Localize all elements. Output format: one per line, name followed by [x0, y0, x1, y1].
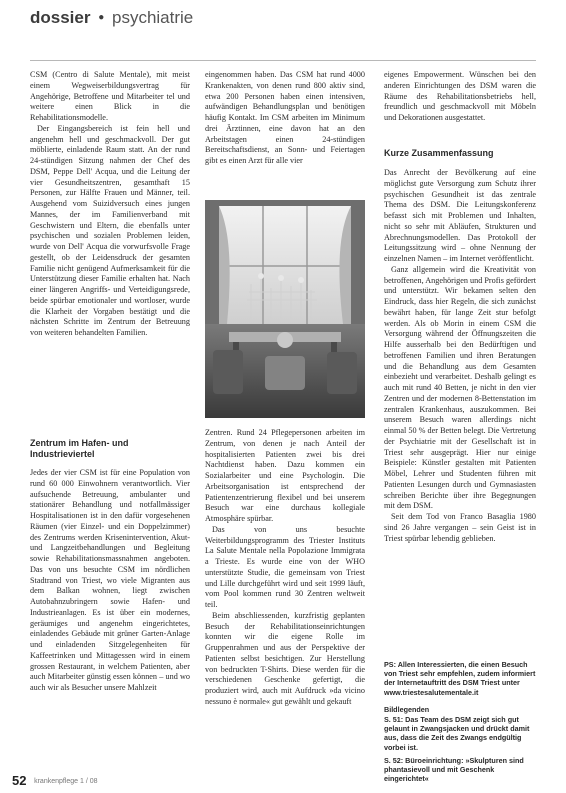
- subheading-zentrum: Zentrum im Hafen- und Industrieviertel: [30, 438, 129, 459]
- paragraph: Das von uns besuchte Weiterbildungsprogramm des Triester Instituts La Salute Mentale nella Popolazione Immigrata a Trieste. Es wurde eine von der WHO unterstützte Studie, die gemeinsam von Triest und Lille durchgeführt wird und seit 1999 läuft, vom Pool kommen rund 30 Zentren weltweit teil.: [205, 524, 365, 609]
- photo-image: [205, 200, 365, 418]
- column-3-summary: [384, 148, 536, 544]
- column-3-top: [384, 70, 536, 124]
- header-topic: psychiatrie: [112, 8, 194, 27]
- paragraph: Zentren. Rund 24 Pflegepersonen arbeiten im Zentrum, von denen je nach Anteil der hospitalisierten Patienten zwei bis drei Nachtdienst haben. Dazu kommen ein Sozialarbeiter und eine Psychologin. Die Arbeitsorganisation ist entsprechend der Patientenzentrierung flexibel und bei unserem Besuch war eine durchaus kollegiale Atmosphäre spürbar.: [205, 428, 365, 523]
- caption-item: S. 52: Büroeinrichtung: »Skulpturen sind phantasievoll und mit Geschenk eingerichtet«: [384, 755, 524, 784]
- info-box: [384, 660, 536, 787]
- column-1: [30, 70, 190, 339]
- page-number: 52: [12, 773, 27, 788]
- caption-item: S. 51: Das Team des DSM zeigt sich gut gelaunt in Zwangsjacken und drückt damit aus, dass die Zeit des Zwangs endgültig vorbei ist.: [384, 715, 530, 752]
- paragraph: CSM (Centro di Salute Mentale), mit meist einem Wegweiserbildungsvertrag für Angehörige, Betroffene und Mitarbeiter tel und weitere einen Blick in die Rehabilitationsmodelle.: [30, 70, 190, 122]
- column-2-top: [205, 70, 365, 167]
- paragraph: Beim abschliessenden, kurzfristig geplanten Besuch der Rehabilitationseinrichtungen konnten wir die eigene Rolle im Gruppenrahmen und aus der Perspektive der Patienten selbst besichtigen. Zur Herstellung von bedruckten T-Shirts. Diese werden für die verschiedenen Geschenke gefertigt, die produziert wird, auch mit Aufdruck »da vicino nessuno è normale« gut gewählt und gekauft: [205, 610, 365, 706]
- paragraph: Seit dem Tod von Franco Basaglia 1980 sind 26 Jahre vergangen – sein Geist ist in Triest spürbar lebendig geblieben.: [384, 512, 536, 543]
- page-footer: [12, 773, 98, 788]
- paragraph: eigenes Empowerment. Wünschen bei den anderen Einrichtungen des DSM waren die Räume des Rehabilitationsbetriebs hell, freundlich und geschmackvoll mit Möbeln und Dekorationen ausgestattet.: [384, 70, 536, 122]
- paragraph: eingenommen haben. Das CSM hat rund 4000 Krankenakten, von denen rund 800 aktiv sind, etwa 200 Personen haben einen intensiven, aufwändigen Behandlungsplan und benötigen häufig Kontakt. Im CSM arbeiten im Minimum drei Ärztinnen, eine davon hat an den Arbeitstagen einen 24-stündigen Bereitschaftsdienst, an Sonn- und Feiertagen gibt es einen Arzt für alle vier: [205, 70, 365, 165]
- bullet-icon: ●: [98, 12, 105, 23]
- ps-note: PS: Allen Interessierten, die einen Besuch von Triest sehr empfehlen, zudem informiert der Internetauftritt des DSM Triest unter www.triestesalutementale.it: [384, 660, 536, 697]
- section-header: [30, 8, 193, 36]
- paragraph: Das Anrecht der Bevölkerung auf eine möglichst gute Versorgung zum Schutz ihrer psychischen Gesundheit ist das zentrale Thema des DSM. Die Leitungskonferenz befasst sich mit Problemen und Inhalten, nicht so sehr mit Abläufen, Strukturen und Abrechnungsmodellen. Das Protokoll der Leitungssitzung wird – ohne Nennung der einzelnen Namen – im Internet veröffentlicht.: [384, 168, 536, 263]
- header-rule: [30, 60, 536, 61]
- caption-heading: Bildlegenden: [384, 704, 430, 714]
- column-1-lower: [30, 468, 190, 694]
- summary-heading: Kurze Zusammenfassung: [384, 148, 494, 158]
- photo-office-interior: [205, 200, 365, 418]
- footer-source: krankenpflege 1 / 08: [34, 778, 98, 785]
- header-section: dossier: [30, 8, 91, 27]
- paragraph: Der Eingangsbereich ist fein hell und angenehm hell und geschmackvoll. Der gut möblierte, einladende Raum statt. An der rund 24-stündigen Sitzung nahmen der Chef des DSM, Peppe Dell' Acqua, und die Leitung der vier Gesundheitszentren, gesamthaft 15 Personen, zur Hälfte Frauen und Männer, teil. Ausgehend vom Suizidversuch eines jungen Mannes, der im Familienverband mit Geschwistern und Eltern, die ebenfalls unter psychischen und sozialen Problemen leiden, wurde von Dell' Acqua die vorwurfsvolle Frage gestellt, ob der Leidensdruck der gesamten Familie nicht genügend Aufmerksamkeit für die Unterstützung dieser Familie erhalten hat. Nach einer längeren Angriffs- und Verteidigungsrede, beide spürbar emotionaler und wortloser, wurde die Klarheit der Vorgaben bestätigt und die nächsten Schritte im Zentrum der Betreuung von weiteren behandelten Familien.: [30, 123, 190, 337]
- paragraph: Ganz allgemein wird die Kreativität von betroffenen, Angehörigen und Profis gefördert und unterstützt. Wir bekamen selten den Eindruck, dass hier Regeln, die sich zunächst bewährt haben, für lange Zeit stur befolgt werden. Als ob Morin in einem CSM die Versorgung während der Öffnungszeiten die Hilfe ausserhalb bei den Bedürftigen und betroffenen Familien und ihren Beratungen und die Behandlung aus dem Gesamten einbezieht und verarbeitet. Deshalb gelingt es auch mit rund 40 Betten, je nicht in den vier Zentren und der modernen 8-Bettenstation im zentralen Krankenhaus, auszukommen. Bei unserem Besuch waren allerdings nicht einmal 50 % der Betten belegt. Die Vertretung der Psychiatrie mit der Gesellschaft ist in Triest sehr ausgeprägt. Hier nur einige Beispiele: Künstler gestalten mit Patienten Möbel, Lehrer und Studenten führen mit Patienten Lesungen durch und Gymnasiasten schreiben Berichte über ihre Begegnungen mit dem DSM.: [384, 264, 536, 511]
- column-2-lower: [205, 428, 365, 708]
- paragraph: Jedes der vier CSM ist für eine Population von rund 60 000 Einwohnern verantwortlich. Vier aufsuchende Betreuung, ambulanter und stationärer Behandlung und notfallmässiger Hospitalisationen ist in den dafür vorgesehenen Räumen (vier Einzel- und ein Doppelzimmer) des Zentrums werden Krisenintervention, Akut- und Langzeitbehandlungen und Begleitung sowie Rehabilitationsmassnahmen angeboten. Das von uns besuchte CSM im nördlichen Stadtrand von Triest, wo viele Migranten aus dem Balkan wohnen, liegt zwischen Autobahnzubringern sowie Hafen- und Industrieanlagen. Es ist über ein modernes, geräumiges und angenehm eingerichtetes, einladendes Gebäude mit grüner Garten-Anlage und einladenden Sitzgelegenheiten für Kaffeetrinken und Mittagessen wird in einem grossen Restaurant, in welchem Patienten, aber auch Mitarbeiter günstig essen können – und wo auch wir als Besucher unsere Mahlzeit: [30, 468, 190, 692]
